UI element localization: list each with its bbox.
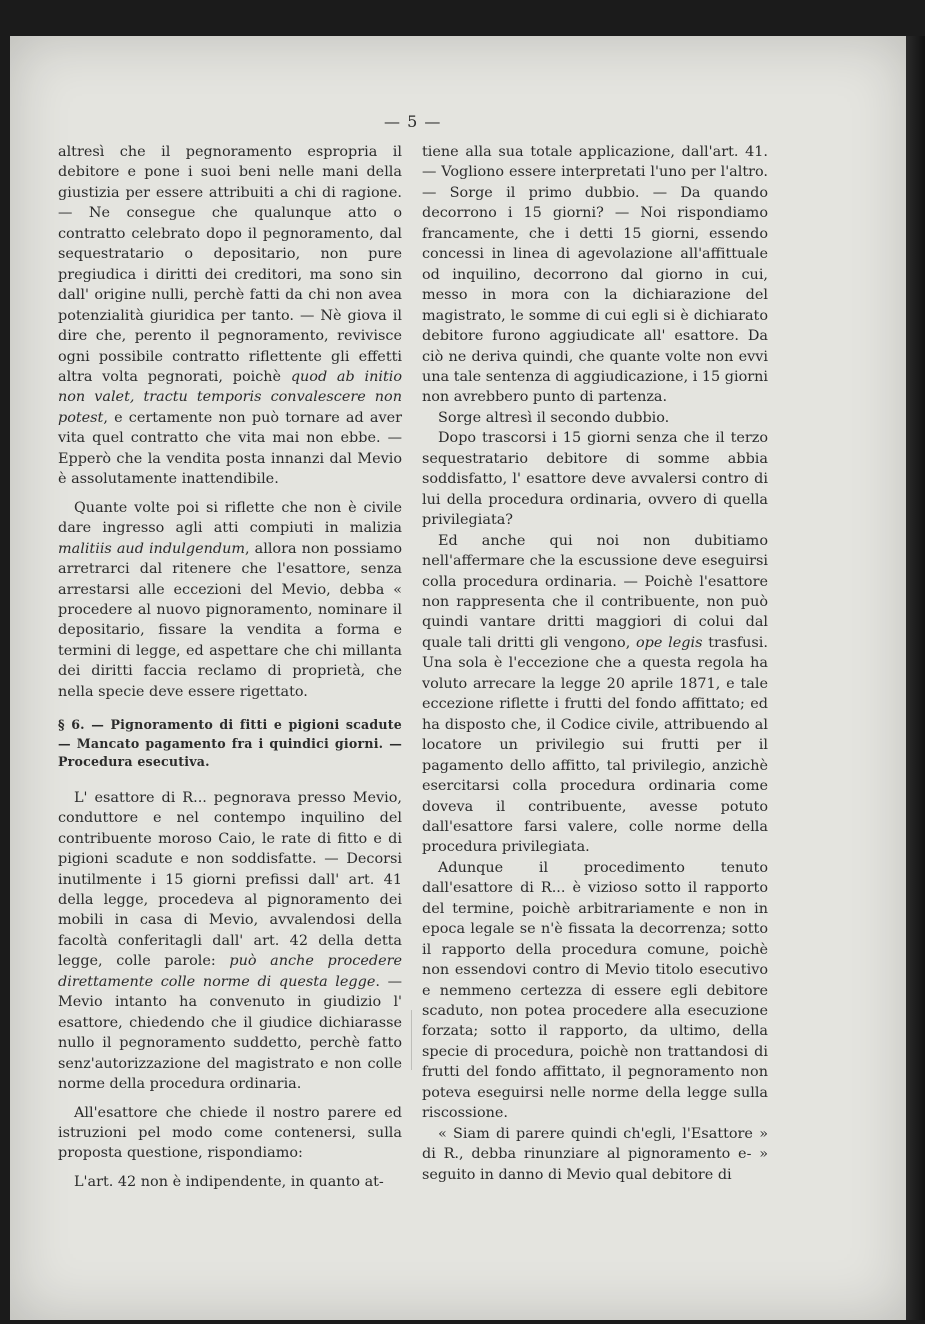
paragraph-text: . — Mevio intanto ha convenuto in giudizio l' esattore, chiedendo che il giudice dichiarasse nullo il pegnoramento suddetto, perchè fatto senz'autorizzazione del magistrato e non colle norme della procedura ordinaria.	[58, 973, 402, 1093]
paragraph: « Siam di parere quindi ch'egli, l'Esattore » di R., debba rinunziare al pignoramento e- » seguito in danno di Mevio qual debitore di	[422, 1125, 768, 1183]
right-column	[422, 142, 768, 1185]
paragraph: Adunque il procedimento tenuto dall'esattore di R... è vizioso sotto il rapporto del termine, poichè arbitrariamente e non in epoca legale se n'è fissata la decorrenza; sotto il rapporto della procedura comune, poichè non essendovi contro di Mevio titolo esecutivo e nemmeno certezza di essere egli debitore scaduto, non potea procedere alla esecuzione forzata; sotto il rapporto, da ultimo, della specie di procedura, poichè non trattandosi di frutti del fondo affittato, il pegnoramento non poteva eseguirsi nelle norme della legge sulla riscossione.	[422, 859, 768, 1122]
paragraph	[58, 788, 402, 1095]
paragraph-text: , e certamente non può tornare ad aver vita quel contratto che vita mai non ebbe. — Epperò che la vendita posta innanzi dal Mevio è assolutamente inattendibile.	[58, 409, 402, 488]
paragraph: All'esattore che chiede il nostro parere ed istruzioni pel modo come contenersi, sulla proposta questione, rispondiamo:	[58, 1104, 402, 1162]
paragraph	[422, 531, 768, 858]
section-title: — Pignoramento di fitti e pigioni scadute — Mancato pagamento fra i quindici giorni. — Procedura esecutiva.	[58, 717, 403, 770]
latin-quote: ope legis	[636, 634, 703, 651]
column-divider	[411, 1010, 412, 1070]
paragraph: Dopo trascorsi i 15 giorni senza che il terzo sequestratario debitore di somme abbia soddisfatto, l' esattore deve avvalersi contro di lui della procedura ordinaria, ovvero di quella privilegiata?	[422, 430, 768, 529]
paragraph-text: L' esattore di R... pegnorava presso Mevio, conduttore e nel contempo inquilino del contribuente moroso Caio, le rate di fitto e di pigioni scadute e non soddisfatte. — Decorsi inutilmente i 15 giorni prefissi dall' art. 41 della legge, procedeva al pignoramento dei mobili in casa di Mevio, avvalendosi della facoltà conferitagli dall' art. 42 della detta legge, colle parole:	[58, 789, 402, 970]
paragraph-text: Quante volte poi si riflette che non è civile dare ingresso agli atti compiuti in malizia	[58, 499, 402, 537]
page-edge-shadow	[906, 36, 925, 1320]
law-quote: può anche procedere direttamente colle norme di questa legge	[58, 953, 402, 990]
paragraph: Sorge altresì il secondo dubbio.	[438, 409, 670, 426]
latin-quote: malitiis aud indulgendum	[58, 540, 246, 557]
paragraph: L'art. 42 non è indipendente, in quanto at-	[74, 1173, 384, 1190]
paragraph	[58, 498, 402, 703]
paragraph-text: altresì che il pegnoramento espropria il debitore e pone i suoi beni nelle mani della giustizia per essere attribuiti a chi di ragione. — Ne consegue che qualunque atto o contratto celebrato dopo il pegnoramento, dal sequestratario o depositario, non pure pregiudica i diritti dei creditori, ma sono sin dall' origine nulli, perchè fatti da chi non avea potenzialità giuridica per tanto. — Nè giova il dire che, perento il pegnoramento, revivisce ogni possibile contratto riflettente gli effetti altra volta pegnorati, poichè	[58, 144, 402, 385]
section-heading	[58, 716, 402, 772]
section-number: § 6.	[58, 717, 85, 733]
paragraph: tiene alla sua totale applicazione, dall'art. 41. — Vogliono essere interpretati l'uno per l'altro. — Sorge il primo dubbio. — Da quando decorrono i 15 giorni? — Noi rispondiamo francamente, che i detti 15 giorni, essendo concessi in linea di agevolazione all'affittuale od inquilino, decorrono dal giorno in cui, messo in mora con la dichiarazione del magistrato, le somme di cui egli si è dichiarato debitore furono aggiudicate all' esattore. Da ciò ne deriva quindi, che quante volte non evvi una tale sentenza di aggiudicazione, i 15 giorni non avrebbero punto di partenza.	[422, 144, 769, 406]
paragraph	[58, 142, 402, 490]
latin-quote: quod ab initio non valet, tractu temporis convalescere non potest	[58, 368, 402, 426]
paragraph-text: , allora non possiamo arretrarci dal ritenere che l'esattore, senza arrestarsi alle eccezioni del Mevio, debba « procedere al nuovo pignoramento, nominare il depositario, fissare la vendita a forma e termini di legge, ed aspettare che chi millanta dei diritti faccia reclamo di proprietà, che nella specie deve essere rigettato.	[58, 540, 402, 700]
left-column	[58, 142, 402, 1192]
paragraph-text: trasfusi. Una sola è l'eccezione che a questa regola ha voluto arrecare la legge 20 aprile 1871, e tale eccezione riflette i frutti del fondo affittato; ed ha disposto che, il Codice civile, attribuendo al locatore un privilegio sui frutti per il pagamento dello affitto, tal privilegio, anzichè esercitarsi colla procedura ordinaria come doveva il contribuente, avesse potuto dall'esattore farsi valere, colle norme della procedura privilegiata.	[422, 634, 768, 856]
page-number: — 5 —	[384, 112, 442, 131]
paragraph-text: Ed anche qui noi non dubitiamo nell'affermare che la escussione deve eseguirsi colla procedura ordinaria. — Poichè l'esattore non rappresenta che il contribuente, non può quindi vantare dritti maggiori di colui dal quale tali dritti gli vengono,	[422, 532, 768, 651]
